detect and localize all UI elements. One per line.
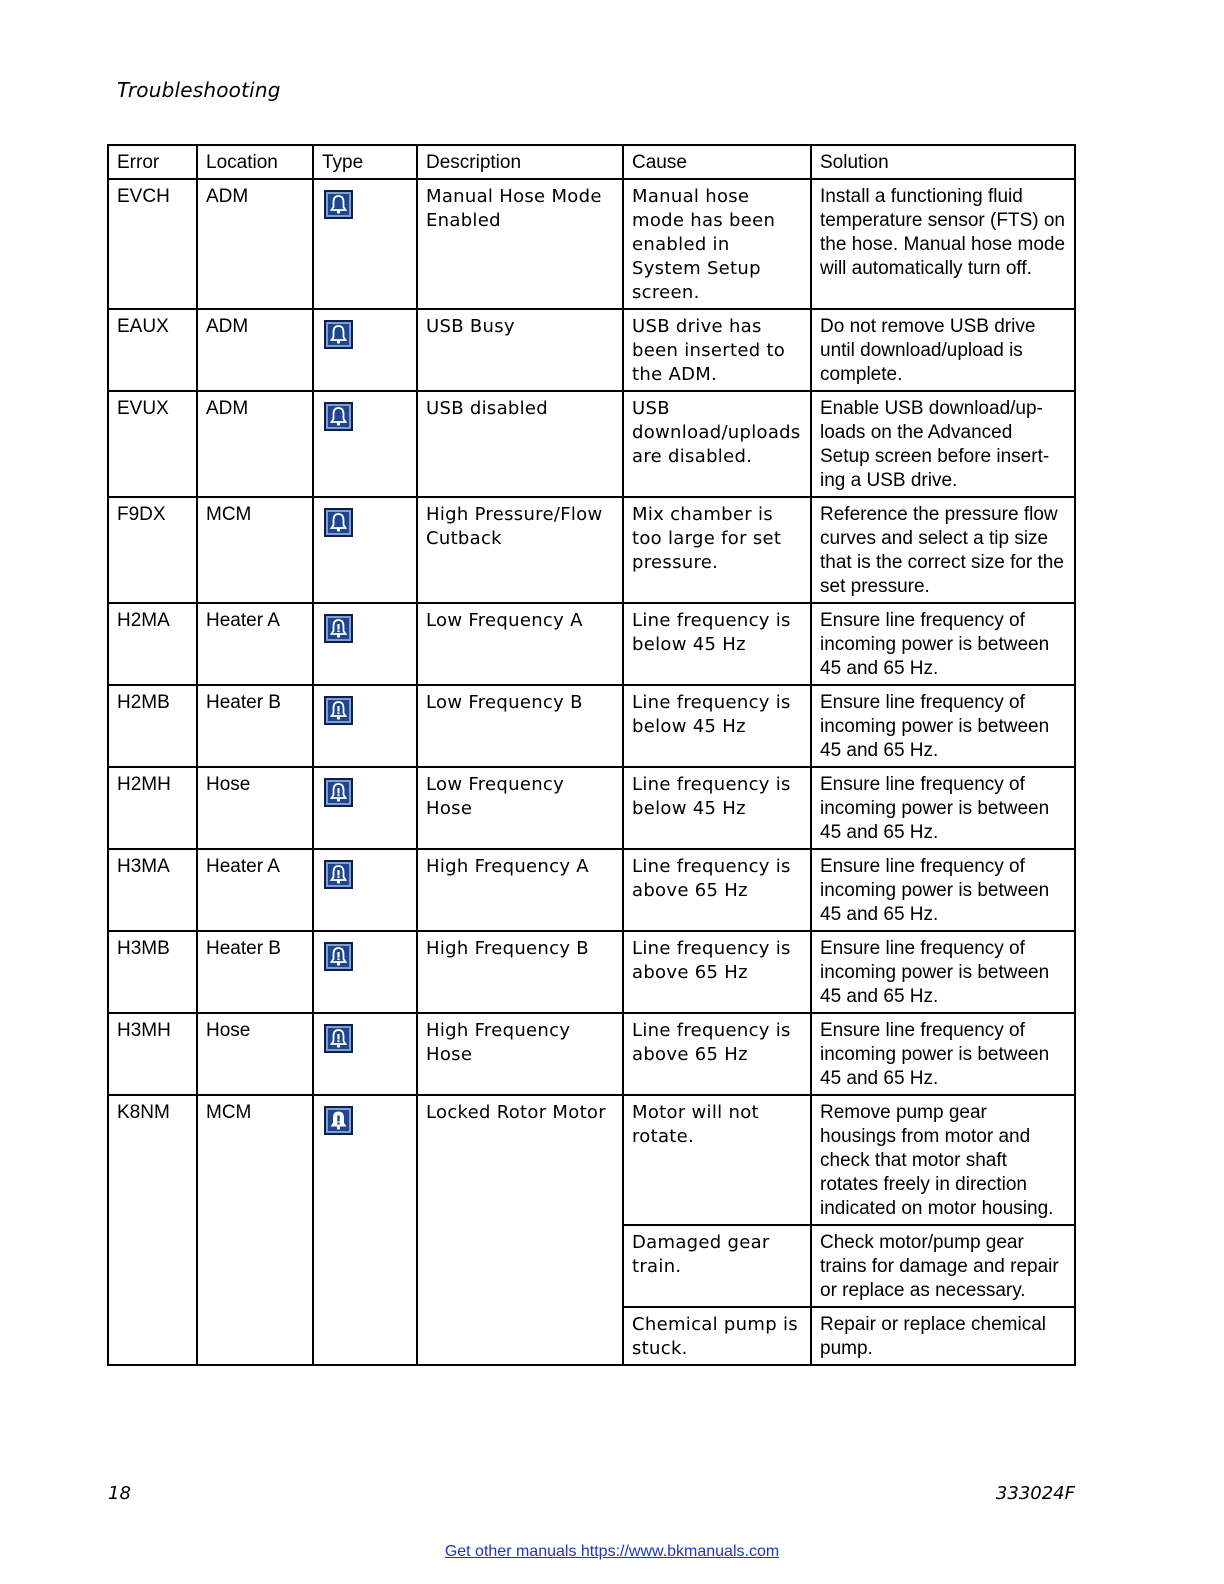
column-header-description: Description: [417, 145, 623, 179]
location: Heater B: [197, 931, 313, 1013]
table-row: [108, 767, 1075, 849]
table-row: [108, 179, 1075, 309]
solution: Ensure line frequency of incoming power is between 45 and 65 Hz.: [811, 603, 1075, 685]
solution: Do not remove USB drive until download/upload is complete.: [811, 309, 1075, 391]
column-header-location: Location: [197, 145, 313, 179]
document-number: 333024F: [995, 1483, 1075, 1504]
solution: Check motor/pump gear trains for damage and repair or replace as necessary.: [811, 1225, 1075, 1307]
column-header-error: Error: [108, 145, 197, 179]
solution: Ensure line frequency of incoming power is between 45 and 65 Hz.: [811, 931, 1075, 1013]
column-header-type: Type: [313, 145, 417, 179]
cause: Manual hose mode has been enabled in System Setup screen.: [623, 179, 811, 309]
location: MCM: [197, 497, 313, 603]
cause: USB drive has been inserted to the ADM.: [623, 309, 811, 391]
deviation-bell-icon: [324, 1024, 353, 1053]
solution: Ensure line frequency of incoming power is between 45 and 65 Hz.: [811, 685, 1075, 767]
cause: Motor will not rotate.: [623, 1095, 811, 1225]
type-cell: [313, 1095, 417, 1365]
description: Low Frequency Hose: [417, 767, 623, 849]
table-row: [108, 931, 1075, 1013]
table-row: [108, 603, 1075, 685]
description: Locked Rotor Motor: [417, 1095, 623, 1365]
description: High Frequency B: [417, 931, 623, 1013]
error-code: H2MH: [108, 767, 197, 849]
solution: Enable USB download/up-loads on the Advanced Setup screen before insert-ing a USB drive.: [811, 391, 1075, 497]
location: Heater A: [197, 849, 313, 931]
description: High Frequency Hose: [417, 1013, 623, 1095]
error-code: H3MB: [108, 931, 197, 1013]
page-number: 18: [108, 1483, 131, 1504]
cause: USB download/uploads are disabled.: [623, 391, 811, 497]
location: Heater B: [197, 685, 313, 767]
deviation-bell-icon: [324, 860, 353, 889]
table-row: [108, 1095, 1075, 1225]
location: Hose: [197, 767, 313, 849]
cause: Mix chamber is too large for set pressure.: [623, 497, 811, 603]
deviation-bell-icon: [324, 778, 353, 807]
solution: Ensure line frequency of incoming power is between 45 and 65 Hz.: [811, 849, 1075, 931]
location: ADM: [197, 309, 313, 391]
description: Low Frequency A: [417, 603, 623, 685]
location: MCM: [197, 1095, 313, 1365]
type-cell: [313, 849, 417, 931]
deviation-bell-icon: [324, 942, 353, 971]
location: Hose: [197, 1013, 313, 1095]
error-code: K8NM: [108, 1095, 197, 1365]
description: Low Frequency B: [417, 685, 623, 767]
cause: Line frequency is below 45 Hz: [623, 603, 811, 685]
column-header-cause: Cause: [623, 145, 811, 179]
type-cell: [313, 391, 417, 497]
table-row: [108, 497, 1075, 603]
error-code: EVUX: [108, 391, 197, 497]
table-row: [108, 849, 1075, 931]
type-cell: [313, 309, 417, 391]
type-cell: [313, 685, 417, 767]
solution: Install a functioning fluid temperature sensor (FTS) on the hose. Manual hose mode will automatically turn off.: [811, 179, 1075, 309]
location: Heater A: [197, 603, 313, 685]
advisory-bell-icon: [324, 402, 353, 431]
cause: Line frequency is above 65 Hz: [623, 849, 811, 931]
advisory-bell-icon: [324, 508, 353, 537]
advisory-bell-icon: [324, 320, 353, 349]
error-code: EAUX: [108, 309, 197, 391]
cause: Line frequency is below 45 Hz: [623, 685, 811, 767]
location: ADM: [197, 391, 313, 497]
table-row: [108, 309, 1075, 391]
error-code: EVCH: [108, 179, 197, 309]
type-cell: [313, 931, 417, 1013]
manuals-link[interactable]: Get other manuals https://www.bkmanuals.com: [444, 1543, 780, 1560]
cause: Line frequency is below 45 Hz: [623, 767, 811, 849]
type-cell: [313, 1013, 417, 1095]
error-table: [107, 144, 1076, 1366]
error-code: H3MH: [108, 1013, 197, 1095]
description: Manual Hose Mode Enabled: [417, 179, 623, 309]
advisory-bell-icon: [324, 190, 353, 219]
deviation-bell-icon: [324, 614, 353, 643]
description: High Pressure/Flow Cutback: [417, 497, 623, 603]
error-code: F9DX: [108, 497, 197, 603]
cause: Damaged gear train.: [623, 1225, 811, 1307]
cause: Line frequency is above 65 Hz: [623, 1013, 811, 1095]
type-cell: [313, 603, 417, 685]
cause: Line frequency is above 65 Hz: [623, 931, 811, 1013]
solution: Remove pump gear housings from motor and check that motor shaft rotates freely in direction indicated on motor housing.: [811, 1095, 1075, 1225]
type-cell: [313, 767, 417, 849]
table-header-row: [108, 145, 1075, 179]
error-code: H3MA: [108, 849, 197, 931]
description: USB Busy: [417, 309, 623, 391]
cause: Chemical pump is stuck.: [623, 1307, 811, 1365]
description: USB disabled: [417, 391, 623, 497]
error-code: H2MA: [108, 603, 197, 685]
error-code: H2MB: [108, 685, 197, 767]
solution: Ensure line frequency of incoming power is between 45 and 65 Hz.: [811, 1013, 1075, 1095]
description: High Frequency A: [417, 849, 623, 931]
column-header-solution: Solution: [811, 145, 1075, 179]
section-title: Troubleshooting: [117, 78, 281, 102]
table-row: [108, 1013, 1075, 1095]
location: ADM: [197, 179, 313, 309]
table-row: [108, 685, 1075, 767]
deviation-bell-icon: [324, 696, 353, 725]
solution: Reference the pressure flow curves and select a tip size that is the correct size for the set pressure.: [811, 497, 1075, 603]
table-row: [108, 391, 1075, 497]
type-cell: [313, 179, 417, 309]
type-cell: [313, 497, 417, 603]
solution: Ensure line frequency of incoming power is between 45 and 65 Hz.: [811, 767, 1075, 849]
alarm-bell-icon: [324, 1106, 353, 1135]
solution: Repair or replace chemical pump.: [811, 1307, 1075, 1365]
